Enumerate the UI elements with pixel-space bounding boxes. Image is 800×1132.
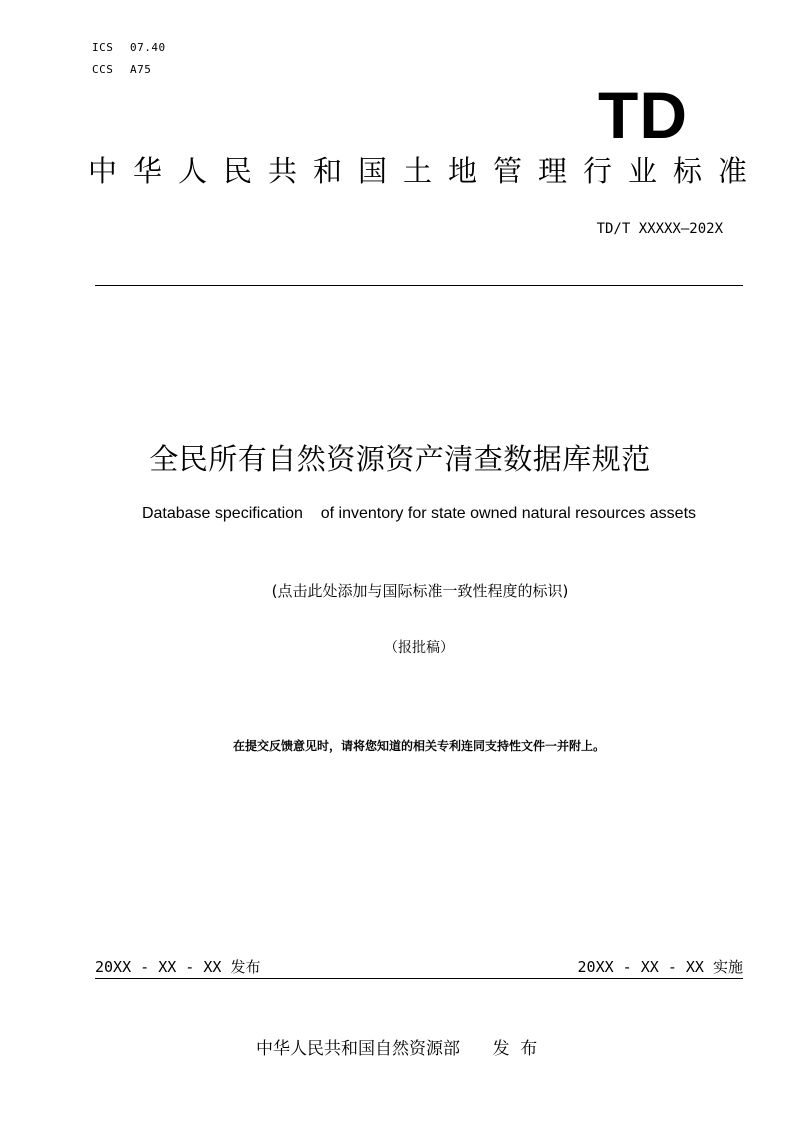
ics-value: 07.40 xyxy=(130,41,166,54)
issue-date-value: 20XX - XX - XX xyxy=(95,958,222,976)
implementation-date xyxy=(578,956,743,977)
ccs-label: CCS xyxy=(92,63,114,76)
standard-number: TD/T XXXXX—202X xyxy=(596,221,723,237)
consistency-note[interactable]: (点击此处添加与国际标准一致性程度的标识) xyxy=(271,582,569,600)
draft-status: （报批稿） xyxy=(384,640,454,656)
patent-notice: 在提交反馈意见时，请将您知道的相关专利连同支持性文件一并附上。 xyxy=(232,739,605,753)
ccs-value: A75 xyxy=(130,63,152,76)
implementation-date-value: 20XX - XX - XX xyxy=(577,958,704,976)
issuer-org: 中华人民共和国自然资源部 xyxy=(256,1039,460,1059)
document-title-cn: 全民所有自然资源资产清查数据库规范 xyxy=(149,442,651,476)
issuer-action: 发 布 xyxy=(492,1039,538,1059)
top-divider xyxy=(95,285,743,286)
bottom-divider xyxy=(95,978,743,979)
ics-code xyxy=(92,41,166,54)
ccs-code xyxy=(92,63,151,76)
issue-date xyxy=(95,956,260,977)
issue-date-label: 发布 xyxy=(230,958,261,976)
issuer xyxy=(256,1034,537,1059)
implementation-date-label: 实施 xyxy=(712,958,743,976)
ics-label: ICS xyxy=(92,41,114,54)
document-title-en: Database specification of inventory for state owned natural resources assets xyxy=(141,505,697,522)
industry-standard-title: 中华人民共和国土地管理行业标准 xyxy=(88,154,764,188)
td-logo: TD xyxy=(598,78,688,152)
